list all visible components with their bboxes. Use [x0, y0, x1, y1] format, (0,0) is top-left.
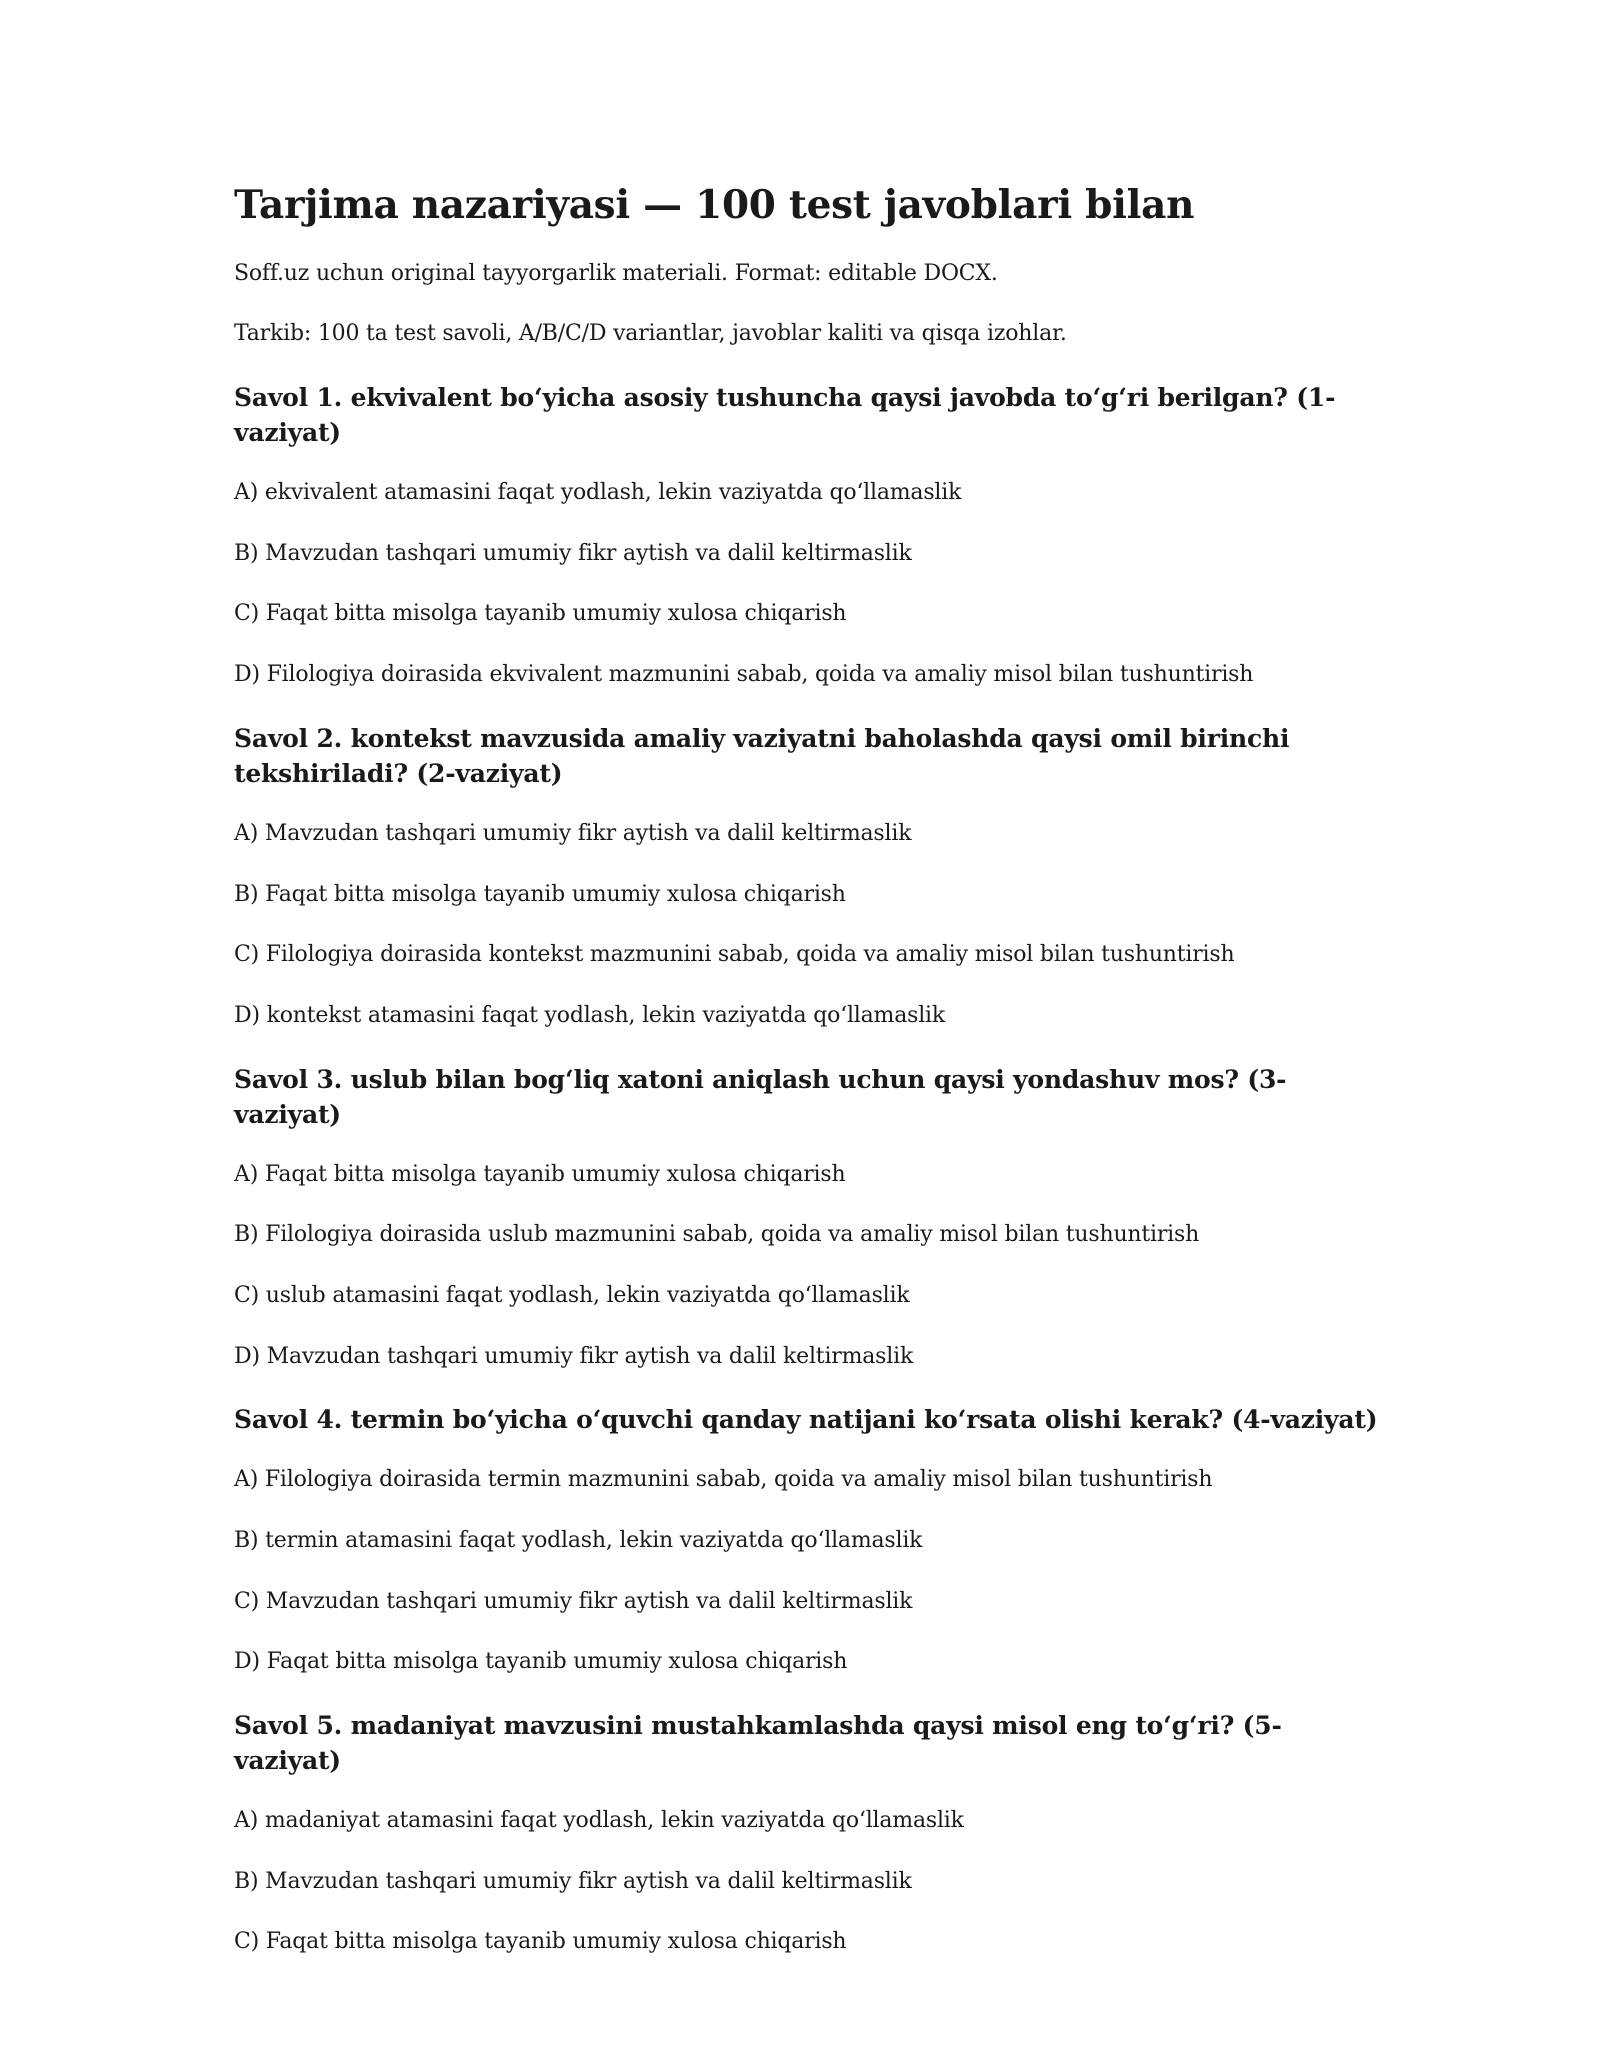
- answer-option: C) Filologiya doirasida kontekst mazmunini sabab, qoida va amaliy misol bilan tushuntirish: [234, 942, 1235, 968]
- question-block: [234, 380, 1384, 690]
- answer-option: A) ekvivalent atamasini faqat yodlash, lekin vaziyatda qo‘llamaslik: [234, 480, 962, 506]
- question-heading: Savol 5. madaniyat mavzusini mustahkamlashda qaysi misol eng to‘g‘ri? (5-vaziyat): [234, 1711, 1282, 1776]
- question-heading: Savol 3. uslub bilan bog‘liq xatoni aniqlash uchun qaysi yondashuv mos? (3-vaziyat): [234, 1064, 1287, 1129]
- question-heading: Savol 4. termin bo‘yicha o‘quvchi qanday natijani ko‘rsata olishi kerak? (4-vaziyat): [234, 1405, 1378, 1435]
- question-block: [234, 1402, 1384, 1677]
- answer-option: B) Mavzudan tashqari umumiy fikr aytish va dalil keltirmaslik: [234, 540, 912, 566]
- intro-paragraph: Soff.uz uchun original tayyorgarlik materiali. Format: editable DOCX.: [234, 260, 998, 286]
- answer-option: C) Faqat bitta misolga tayanib umumiy xulosa chiqarish: [234, 1929, 847, 1955]
- answer-option: A) Faqat bitta misolga tayanib umumiy xulosa chiqarish: [234, 1161, 846, 1187]
- answer-option: A) madaniyat atamasini faqat yodlash, lekin vaziyatda qo‘llamaslik: [234, 1808, 964, 1834]
- answer-option: D) Faqat bitta misolga tayanib umumiy xulosa chiqarish: [234, 1649, 848, 1675]
- answer-option: D) Mavzudan tashqari umumiy fikr aytish va dalil keltirmaslik: [234, 1343, 914, 1369]
- answer-option: A) Filologiya doirasida termin mazmunini sabab, qoida va amaliy misol bilan tushuntirish: [234, 1467, 1213, 1493]
- answer-option: B) Faqat bitta misolga tayanib umumiy xulosa chiqarish: [234, 881, 846, 907]
- question-heading: Savol 2. kontekst mavzusida amaliy vaziyatni baholashda qaysi omil birinchi tekshiriladi? (2-vaziyat): [234, 723, 1290, 788]
- answer-option: B) Filologiya doirasida uslub mazmunini sabab, qoida va amaliy misol bilan tushuntirish: [234, 1222, 1200, 1248]
- question-block: [234, 1708, 1384, 1957]
- answer-option: D) kontekst atamasini faqat yodlash, lekin vaziyatda qo‘llamaslik: [234, 1002, 946, 1028]
- question-heading: Savol 1. ekvivalent bo‘yicha asosiy tushuncha qaysi javobda to‘g‘ri berilgan? (1-vaziyat): [234, 383, 1336, 448]
- question-block: [234, 721, 1384, 1031]
- intro-paragraph: Tarkib: 100 ta test savoli, A/B/C/D variantlar, javoblar kaliti va qisqa izohlar.: [234, 321, 1067, 347]
- answer-option: B) termin atamasini faqat yodlash, lekin vaziyatda qo‘llamaslik: [234, 1528, 923, 1553]
- answer-option: C) Faqat bitta misolga tayanib umumiy xulosa chiqarish: [234, 601, 847, 627]
- question-block: [234, 1062, 1384, 1372]
- answer-option: C) uslub atamasini faqat yodlash, lekin vaziyatda qo‘llamaslik: [234, 1282, 910, 1308]
- answer-option: D) Filologiya doirasida ekvivalent mazmunini sabab, qoida va amaliy misol bilan tushuntirish: [234, 662, 1254, 688]
- document-page: [234, 180, 1384, 1988]
- answer-option: A) Mavzudan tashqari umumiy fikr aytish va dalil keltirmaslik: [234, 820, 912, 846]
- answer-option: B) Mavzudan tashqari umumiy fikr aytish va dalil keltirmaslik: [234, 1868, 912, 1894]
- document-title: Tarjima nazariyasi — 100 test javoblari bilan: [234, 182, 1195, 228]
- answer-option: C) Mavzudan tashqari umumiy fikr aytish va dalil keltirmaslik: [234, 1588, 913, 1614]
